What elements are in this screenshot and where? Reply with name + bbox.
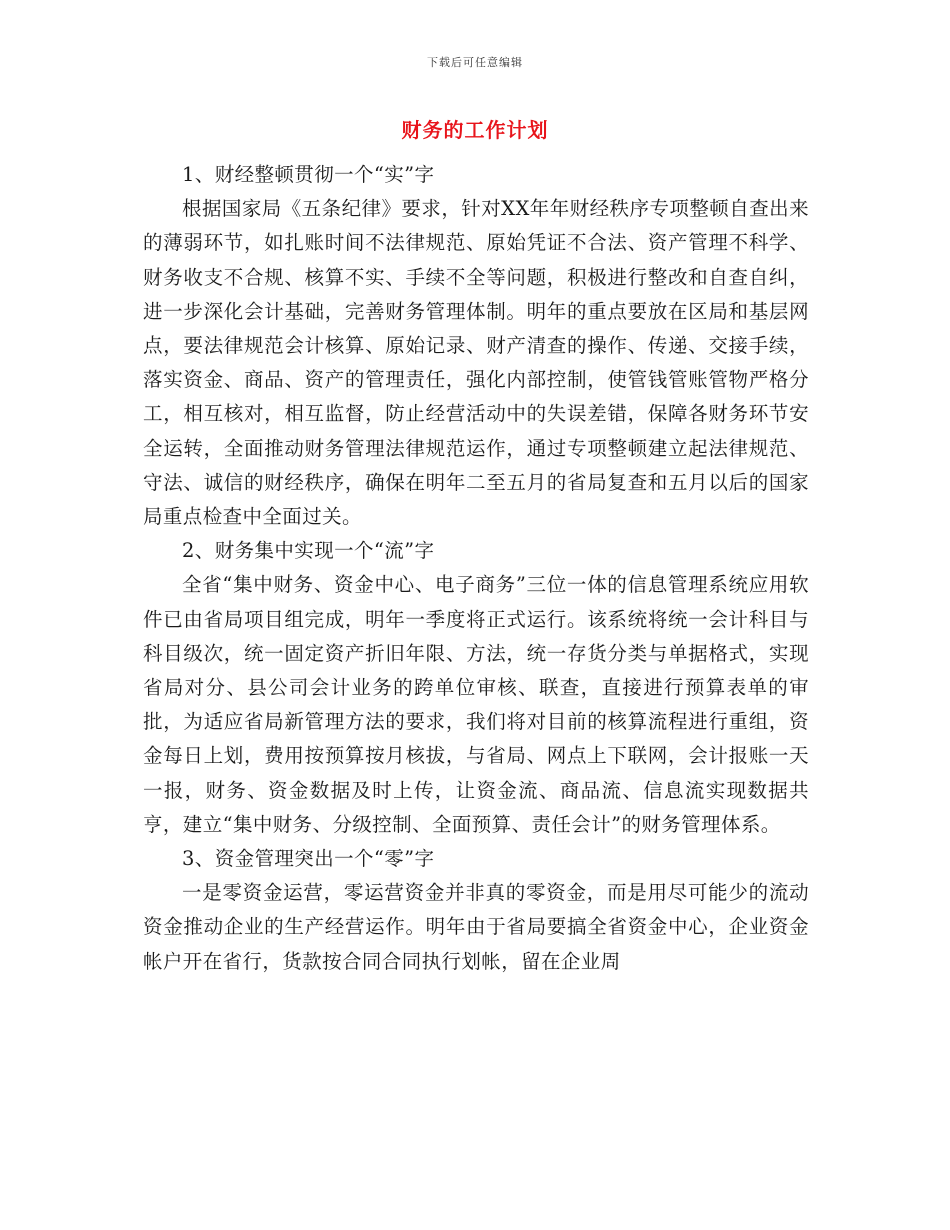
header-note: 下载后可任意编辑 — [427, 56, 523, 69]
section-heading-2: 2、财务集中实现一个“流”字 — [182, 539, 435, 563]
section-heading-3: 3、资金管理突出一个“零”字 — [182, 847, 435, 871]
section-paragraph-3: 一是零资金运营，零运营资金并非真的零资金，而是用尽可能少的流动资金推动企业的生产经营运作。明年由于省局要搞全省资金中心，企业资金帐户开在省行，货款按合同合同执行划帐，留在企业周 — [143, 881, 809, 973]
section-paragraph-1: 根据国家局《五条纪律》要求，针对XX年年财经秩序专项整顿自查出来的薄弱环节，如扎账时间不法律规范、原始凭证不合法、资产管理不科学、财务收支不合规、核算不实、手续不全等问题，积极进行整改和自查自纠，进一步深化会计基础，完善财务管理体制。明年的重点要放在区局和基层网点，要法律规范会计核算、原始记录、财产清查的操作、传递、交接手续，落实资金、商品、资产的管理责任，强化内部控制，使管钱管账管物严格分工，相互核对，相互监督，防止经营活动中的失误差错，保障各财务环节安全运转，全面推动财务管理法律规范运作，通过专项整顿建立起法律规范、守法、诚信的财经秩序，确保在明年二至五月的省局复查和五月以后的国家局重点检查中全面过关。 — [143, 197, 809, 529]
document-title: 财务的工作计划 — [401, 118, 549, 142]
section-heading-1: 1、财经整顿贯彻一个“实”字 — [182, 163, 435, 186]
document-body — [143, 158, 809, 979]
section-paragraph-2: 全省“集中财务、资金中心、电子商务”三位一体的信息管理系统应用软件已由省局项目组完成，明年一季度将正式运行。该系统将统一会计科目与科目级次，统一固定资产折旧年限、方法，统一存货分类与单据格式，实现省局对分、县公司会计业务的跨单位审核、联查，直接进行预算表单的审批，为适应省局新管理方法的要求，我们将对目前的核算流程进行重组，资金每日上划，费用按预算按月核拔，与省局、网点上下联网，会计报账一天一报，财务、资金数据及时上传，让资金流、商品流、信息流实现数据共亨，建立“集中财务、分级控制、全面预算、责任会计”的财务管理体系。 — [143, 573, 809, 836]
